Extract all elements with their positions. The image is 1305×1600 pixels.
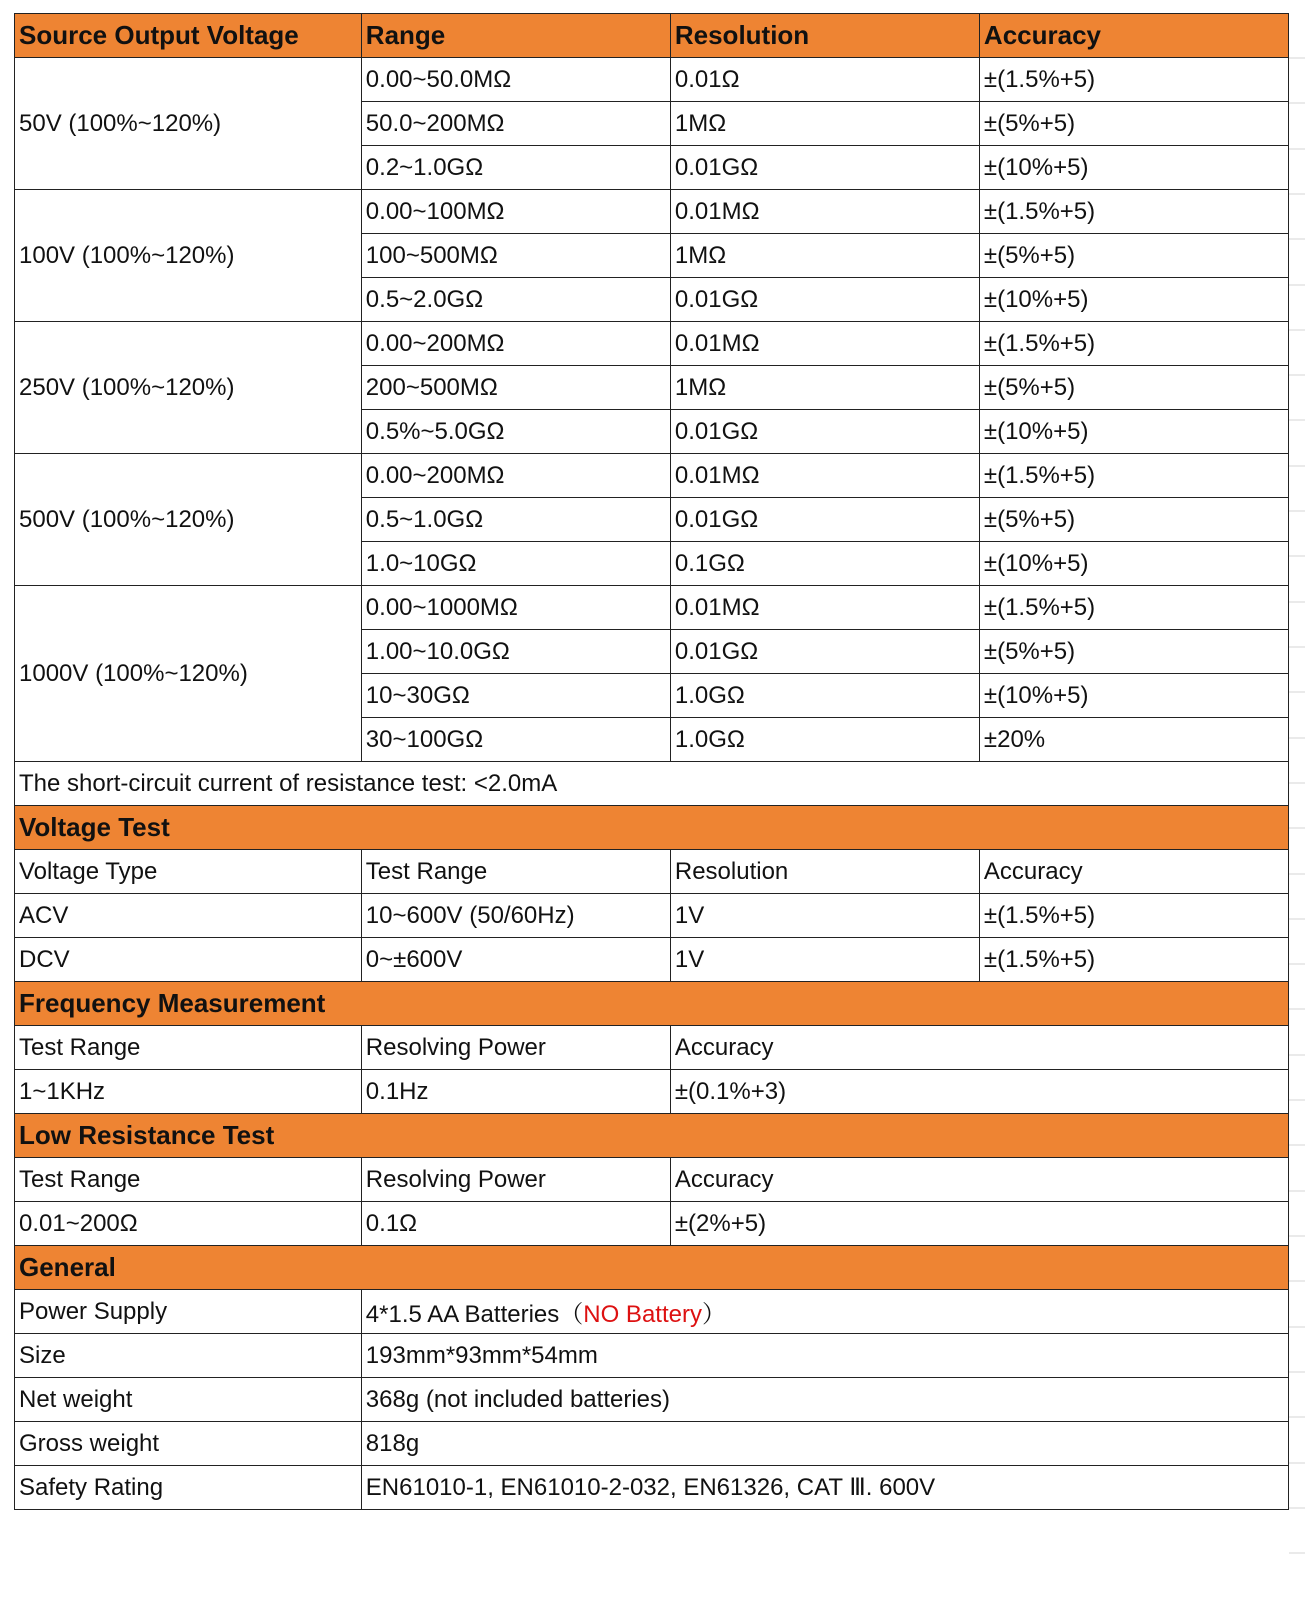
low-resistance-title: Low Resistance Test <box>15 1114 1289 1158</box>
test-range-cell: 0~±600V <box>361 938 670 982</box>
range-cell: 0.5~1.0GΩ <box>361 498 670 542</box>
accuracy-cell: ±(1.5%+5) <box>979 322 1288 366</box>
table-row <box>15 1290 1289 1334</box>
table-row <box>15 58 1289 102</box>
range-cell: 50.0~200MΩ <box>361 102 670 146</box>
accuracy-cell: ±20% <box>979 718 1288 762</box>
column-header: Resolving Power <box>361 1158 670 1202</box>
spec-value: 193mm*93mm*54mm <box>361 1334 1288 1378</box>
range-cell: 0.00~1000MΩ <box>361 586 670 630</box>
voltage-test-section-header <box>15 806 1289 850</box>
resolution-cell: 0.01Ω <box>670 58 979 102</box>
range-cell: 10~30GΩ <box>361 674 670 718</box>
accuracy-cell: ±(10%+5) <box>979 146 1288 190</box>
resolution-cell: 0.01MΩ <box>670 454 979 498</box>
frequency-title: Frequency Measurement <box>15 982 1289 1026</box>
table-row <box>15 1422 1289 1466</box>
range-cell: 0.5%~5.0GΩ <box>361 410 670 454</box>
accuracy-cell: ±(1.5%+5) <box>979 454 1288 498</box>
resolution-cell: 0.1GΩ <box>670 542 979 586</box>
resolution-cell: 1MΩ <box>670 234 979 278</box>
accuracy-cell: ±(5%+5) <box>979 498 1288 542</box>
frequency-section-header <box>15 982 1289 1026</box>
resolution-cell: 1.0GΩ <box>670 674 979 718</box>
spec-value: EN61010-1, EN61010-2-032, EN61326, CAT Ⅲ. 600V <box>361 1466 1288 1510</box>
accuracy-cell: ±(1.5%+5) <box>979 938 1288 982</box>
range-cell: 0.00~100MΩ <box>361 190 670 234</box>
frequency-header-row <box>15 1026 1289 1070</box>
voltage-cell-250v: 250V (100%~120%) <box>15 322 362 454</box>
resolution-cell: 1.0GΩ <box>670 718 979 762</box>
table-row <box>15 938 1289 982</box>
resolving-power-cell: 0.1Hz <box>361 1070 670 1114</box>
accuracy-cell: ±(0.1%+3) <box>670 1070 1288 1114</box>
column-header: Test Range <box>361 850 670 894</box>
general-title: General <box>15 1246 1289 1290</box>
resistance-header-row <box>15 14 1289 58</box>
accuracy-cell: ±(5%+5) <box>979 630 1288 674</box>
range-cell: 1.00~10.0GΩ <box>361 630 670 674</box>
range-cell: 30~100GΩ <box>361 718 670 762</box>
range-cell: 0.5~2.0GΩ <box>361 278 670 322</box>
resolution-cell: 0.01GΩ <box>670 278 979 322</box>
resolution-cell: 0.01MΩ <box>670 190 979 234</box>
resolution-cell: 0.01MΩ <box>670 586 979 630</box>
table-row <box>15 586 1289 630</box>
resolution-cell: 0.01GΩ <box>670 498 979 542</box>
table-row <box>15 1070 1289 1114</box>
resolution-cell: 1V <box>670 938 979 982</box>
column-header: Accuracy <box>670 1026 1288 1070</box>
header-resolution: Resolution <box>670 14 979 58</box>
table-row <box>15 1334 1289 1378</box>
table-row <box>15 1466 1289 1510</box>
column-header: Accuracy <box>979 850 1288 894</box>
column-header: Accuracy <box>670 1158 1288 1202</box>
voltage-cell-50v: 50V (100%~120%) <box>15 58 362 190</box>
accuracy-cell: ±(1.5%+5) <box>979 586 1288 630</box>
no-battery-note: NO Battery <box>583 1301 702 1328</box>
resolution-cell: 0.01GΩ <box>670 630 979 674</box>
voltage-test-title: Voltage Test <box>15 806 1289 850</box>
column-header: Resolution <box>670 850 979 894</box>
accuracy-cell: ±(1.5%+5) <box>979 894 1288 938</box>
table-row <box>15 1378 1289 1422</box>
header-source-output-voltage: Source Output Voltage <box>15 14 362 58</box>
short-circuit-note: The short-circuit current of resistance test: <2.0mA <box>15 762 1289 806</box>
spec-value: 818g <box>361 1422 1288 1466</box>
accuracy-cell: ±(1.5%+5) <box>979 58 1288 102</box>
resolution-cell: 0.01MΩ <box>670 322 979 366</box>
table-row <box>15 322 1289 366</box>
voltage-cell-1000v: 1000V (100%~120%) <box>15 586 362 762</box>
range-cell: 200~500MΩ <box>361 366 670 410</box>
general-section-header <box>15 1246 1289 1290</box>
accuracy-cell: ±(5%+5) <box>979 234 1288 278</box>
specification-table <box>14 13 1289 1510</box>
range-cell: 0.2~1.0GΩ <box>361 146 670 190</box>
resolution-cell: 1MΩ <box>670 366 979 410</box>
short-circuit-note-row <box>15 762 1289 806</box>
accuracy-cell: ±(1.5%+5) <box>979 190 1288 234</box>
table-row <box>15 1202 1289 1246</box>
low-resistance-section-header <box>15 1114 1289 1158</box>
column-header: Voltage Type <box>15 850 362 894</box>
accuracy-cell: ±(5%+5) <box>979 102 1288 146</box>
spreadsheet-gridlines <box>1289 13 1305 1558</box>
range-cell: 0.00~200MΩ <box>361 322 670 366</box>
accuracy-cell: ±(10%+5) <box>979 278 1288 322</box>
range-cell: 0.00~50.0MΩ <box>361 58 670 102</box>
accuracy-cell: ±(2%+5) <box>670 1202 1288 1246</box>
header-accuracy: Accuracy <box>979 14 1288 58</box>
test-range-cell: 1~1KHz <box>15 1070 362 1114</box>
resolving-power-cell: 0.1Ω <box>361 1202 670 1246</box>
accuracy-cell: ±(5%+5) <box>979 366 1288 410</box>
accuracy-cell: ±(10%+5) <box>979 542 1288 586</box>
resolution-cell: 1MΩ <box>670 102 979 146</box>
table-row <box>15 190 1289 234</box>
range-cell: 0.00~200MΩ <box>361 454 670 498</box>
voltage-type-cell: ACV <box>15 894 362 938</box>
column-header: Test Range <box>15 1026 362 1070</box>
spec-label: Safety Rating <box>15 1466 362 1510</box>
spec-label: Power Supply <box>15 1290 362 1334</box>
power-supply-text: 4*1.5 AA Batteries（ <box>365 1301 584 1328</box>
voltage-type-cell: DCV <box>15 938 362 982</box>
power-supply-close: ） <box>701 1301 726 1328</box>
voltage-cell-100v: 100V (100%~120%) <box>15 190 362 322</box>
spec-label: Size <box>15 1334 362 1378</box>
column-header: Resolving Power <box>361 1026 670 1070</box>
voltage-test-header-row <box>15 850 1289 894</box>
table-row <box>15 454 1289 498</box>
spec-value: 368g (not included batteries) <box>361 1378 1288 1422</box>
column-header: Test Range <box>15 1158 362 1202</box>
resolution-cell: 0.01GΩ <box>670 146 979 190</box>
range-cell: 1.0~10GΩ <box>361 542 670 586</box>
header-range: Range <box>361 14 670 58</box>
range-cell: 100~500MΩ <box>361 234 670 278</box>
resolution-cell: 1V <box>670 894 979 938</box>
voltage-cell-500v: 500V (100%~120%) <box>15 454 362 586</box>
accuracy-cell: ±(10%+5) <box>979 410 1288 454</box>
resolution-cell: 0.01GΩ <box>670 410 979 454</box>
test-range-cell: 0.01~200Ω <box>15 1202 362 1246</box>
spec-label: Net weight <box>15 1378 362 1422</box>
accuracy-cell: ±(10%+5) <box>979 674 1288 718</box>
low-resistance-header-row <box>15 1158 1289 1202</box>
spec-value-power-supply <box>361 1290 1288 1334</box>
test-range-cell: 10~600V (50/60Hz) <box>361 894 670 938</box>
spec-label: Gross weight <box>15 1422 362 1466</box>
table-row <box>15 894 1289 938</box>
